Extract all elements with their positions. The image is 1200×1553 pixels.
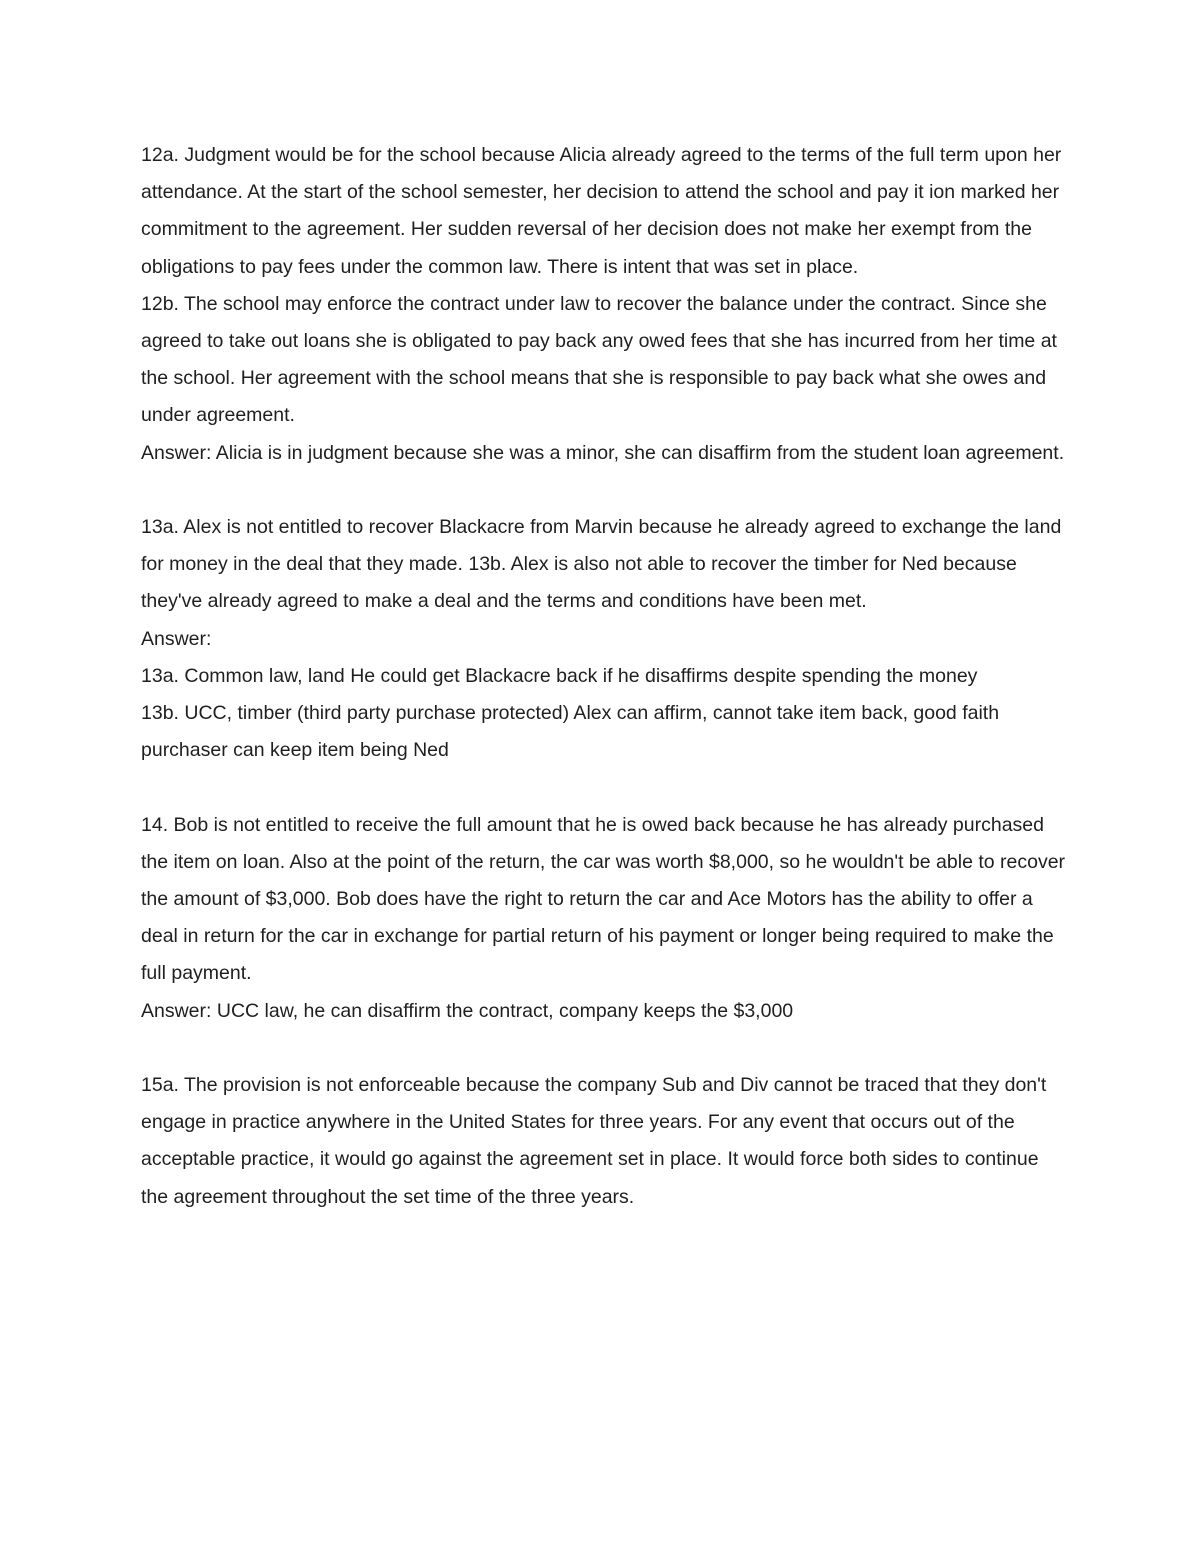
paragraph-13: 13a. Alex is not entitled to recover Blackacre from Marvin because he already agreed to exchange the land for money in the deal that they made. 13b. Alex is also not able to recover the timber for Ned because they've already agreed to make a deal and the terms and conditions have been met. — [141, 516, 1062, 613]
answer-12: Answer: Alicia is in judgment because she was a minor, she can disaffirm from the student loan agreement. — [141, 441, 1065, 464]
answer-14: Answer: UCC law, he can disaffirm the contract, company keeps the $3,000 — [141, 999, 794, 1022]
paragraph-12a: 12a. Judgment would be for the school because Alicia already agreed to the terms of the full term upon her attendance. At the start of the school semester, her decision to attend the school and pay it ion marked her commitment to the agreement. Her sudden reversal of her decision does not make her exempt from the obligations to pay fees under the common law. There is intent that was set in place. — [141, 144, 1062, 278]
paragraph-15a: 15a. The provision is not enforceable because the company Sub and Div cannot be traced that they don't engage in practice anywhere in the United States for three years. For any event that occurs out of the acceptable practice, it would go against the agreement set in place. It would force both sides to continue the agreement throughout the set time of the three years. — [141, 1074, 1047, 1208]
paragraph-12b: 12b. The school may enforce the contract under law to recover the balance under the contract. Since she agreed to take out loans she is obligated to pay back any owed fees that she has incurred from her time at the school. Her agreement with the school means that she is responsible to pay back what she owes and under agreement. — [141, 292, 1057, 427]
blank-line — [141, 472, 1066, 509]
answer-13a: 13a. Common law, land He could get Blackacre back if he disaffirms despite spending the money — [141, 664, 978, 687]
answer-13-label: Answer: — [141, 627, 212, 650]
paragraph-14: 14. Bob is not entitled to receive the full amount that he is owed back because he has already purchased the item on loan. Also at the point of the return, the car was worth $8,000, so he wouldn't be able to recover the amount of $3,000. Bob does have the right to return the car and Ace Motors has the ability to offer a deal in return for the car in exchange for partial return of his payment or longer being required to make the full payment. — [141, 813, 1066, 985]
blank-line — [141, 1030, 1066, 1067]
blank-line — [141, 769, 1066, 806]
answer-13b: 13b. UCC, timber (third party purchase protected) Alex can affirm, cannot take item back, good faith purchaser can keep item being Ned — [141, 702, 1000, 762]
document-body — [141, 137, 1066, 1216]
